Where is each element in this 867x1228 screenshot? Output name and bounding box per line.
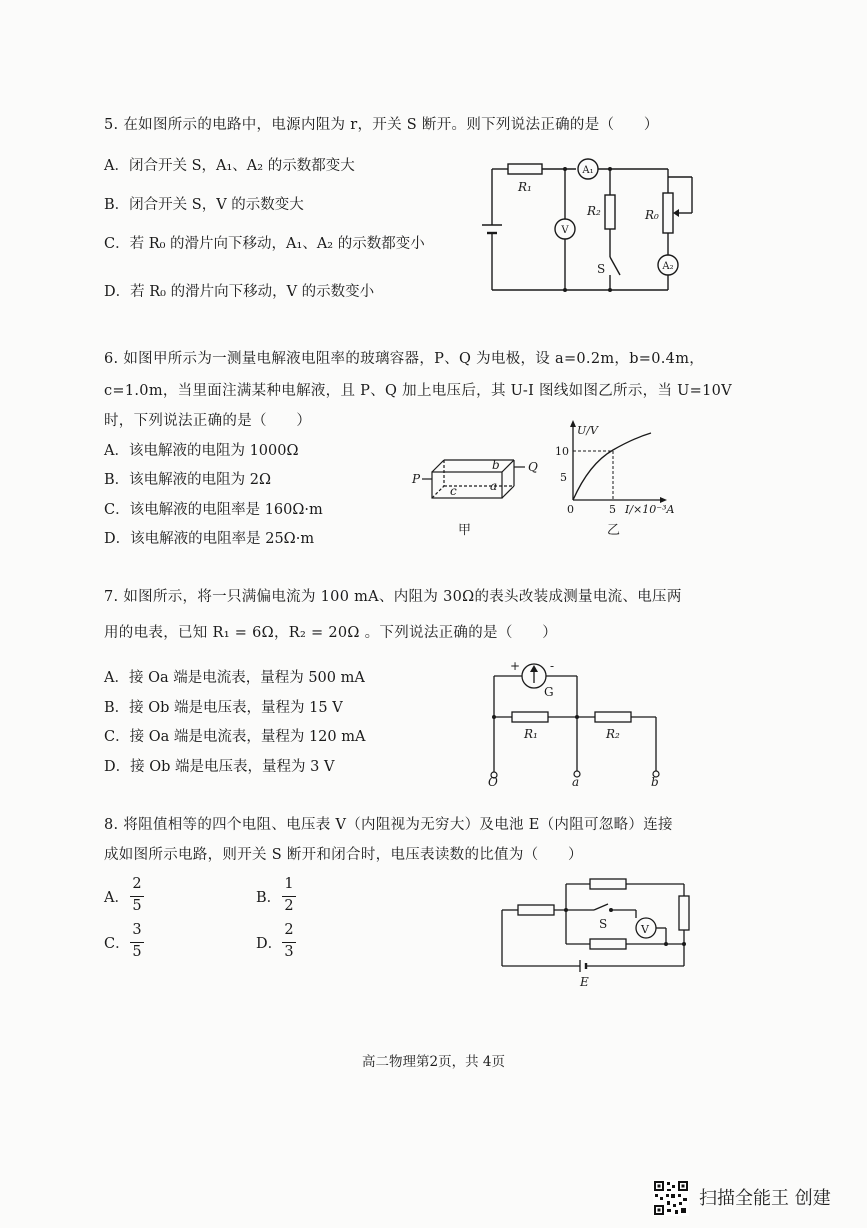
q5-circuit-diagram — [480, 157, 710, 297]
q7-label-r1: R₁ — [524, 727, 538, 741]
q7-label-o: O — [488, 775, 498, 789]
q5-r0-rheostat — [663, 193, 673, 233]
scanner-watermark — [653, 1180, 863, 1220]
q5-label-s: S — [597, 262, 606, 276]
q6-ui-graph — [555, 418, 685, 538]
q5-label-a2: A₂ — [662, 261, 674, 272]
q7-option-d: D．接 Ob 端是电压表，量程为 3 V — [104, 759, 335, 775]
q5-r1-resistor — [508, 164, 542, 174]
q7-stem-line1: 7. 如图所示，将一只满偏电流为 100 mA、内阻为 30Ω的表头改装成测量电流、电压两 — [104, 589, 682, 605]
q5-stem: 5. 在如图所示的电路中，电源内阻为 r，开关 S 断开。则下列说法正确的是（ ） — [104, 117, 659, 133]
q7-label-a: a — [572, 775, 580, 789]
q8-label-s: S — [599, 917, 608, 931]
q7-r1-resistor — [512, 712, 548, 722]
q7-meter-circuit — [482, 656, 672, 789]
q5-r2-resistor — [605, 195, 615, 229]
q7-option-a: A．接 Oa 端是电流表，量程为 500 mA — [104, 670, 365, 686]
q6-label-q: Q — [528, 460, 538, 474]
q7-label-b: b — [651, 775, 659, 789]
q5-label-r1: R₁ — [518, 180, 532, 194]
watermark-text: 扫描全能王 创建 — [699, 1188, 831, 1209]
page-footer: 高二物理第2页，共 4页 — [362, 1054, 505, 1070]
q6-stem-line2: c=1.0m，当里面注满某种电解液，且 P、Q 加上电压后，其 U-I 图线如图乙所示，当 U=10V — [104, 383, 732, 399]
q7-minus-sign: - — [550, 659, 555, 673]
q8-label-e: E — [580, 975, 589, 989]
q5-option-a: A．闭合开关 S，A₁、A₂ 的示数都变大 — [104, 158, 355, 174]
q8-stem-line1: 8. 将阻值相等的四个电阻、电压表 V（内阻视为无穷大）及电池 E（内阻可忽略）连接 — [104, 817, 673, 833]
q7-label-g: G — [544, 685, 554, 699]
q6-graph-xtick-0: 0 — [567, 503, 574, 516]
q7-label-r2: R₂ — [606, 727, 620, 741]
q8-circuit-diagram — [498, 878, 698, 988]
q6-label-b: b — [492, 458, 500, 472]
q6-graph-ytick-10: 10 — [555, 445, 569, 458]
q5-label-r0: R₀ — [645, 208, 659, 222]
q8-resistor-top — [590, 879, 626, 889]
q8-resistor-right — [679, 896, 689, 930]
q6-option-d: D．该电解液的电阻率是 25Ω·m — [104, 531, 315, 547]
q8-label-v: V — [641, 923, 649, 936]
q6-stem-line3: 时，下列说法正确的是（ ） — [104, 413, 312, 429]
q6-label-p: P — [412, 472, 421, 486]
qr-code-icon — [653, 1180, 689, 1216]
q6-graph-ytick-5: 5 — [560, 471, 567, 484]
q5-label-a1: A₁ — [582, 165, 594, 176]
q6-container-diagram — [410, 450, 545, 540]
q6-label-a: a — [490, 479, 498, 493]
q6-graph-ylabel: U/V — [577, 424, 598, 437]
q6-caption-jia: 甲 — [458, 523, 472, 538]
q5-label-v: V — [561, 225, 569, 236]
q6-stem-line1: 6. 如图甲所示为一测量电解液电阻率的玻璃容器，P、Q 为电极，设 a=0.2m，b=0.4m， — [104, 351, 705, 367]
q7-option-c: C．接 Oa 端是电流表，量程为 120 mA — [104, 729, 366, 745]
q7-plus-sign: + — [510, 659, 521, 673]
q8-resistor-left — [518, 905, 554, 915]
q6-option-c: C．该电解液的电阻率是 160Ω·m — [104, 502, 323, 518]
q8-stem-line2: 成如图所示电路，则开关 S 断开和闭合时，电压表读数的比值为（ ） — [104, 847, 583, 863]
q5-label-r2: R₂ — [587, 204, 601, 218]
q6-graph-xlabel: I/×10⁻³A — [625, 503, 675, 516]
q7-stem-line2: 用的电表，已知 R₁ = 6Ω，R₂ = 20Ω 。下列说法正确的是（ ） — [104, 625, 558, 641]
q6-option-b: B．该电解液的电阻为 2Ω — [104, 472, 272, 488]
q7-r2-resistor — [595, 712, 631, 722]
q5-option-d: D．若 R₀ 的滑片向下移动，V 的示数变小 — [104, 284, 375, 300]
q6-caption-yi: 乙 — [607, 523, 621, 538]
q5-option-b: B．闭合开关 S，V 的示数变大 — [104, 197, 304, 213]
q5-option-c: C．若 R₀ 的滑片向下移动，A₁、A₂ 的示数都变小 — [104, 236, 425, 252]
q6-label-c: c — [450, 484, 457, 498]
q8-resistor-bottom — [590, 939, 626, 949]
q6-graph-xtick-5: 5 — [609, 503, 616, 516]
q6-option-a: A．该电解液的电阻为 1000Ω — [104, 443, 299, 459]
q7-option-b: B．接 Ob 端是电压表，量程为 15 V — [104, 700, 343, 716]
